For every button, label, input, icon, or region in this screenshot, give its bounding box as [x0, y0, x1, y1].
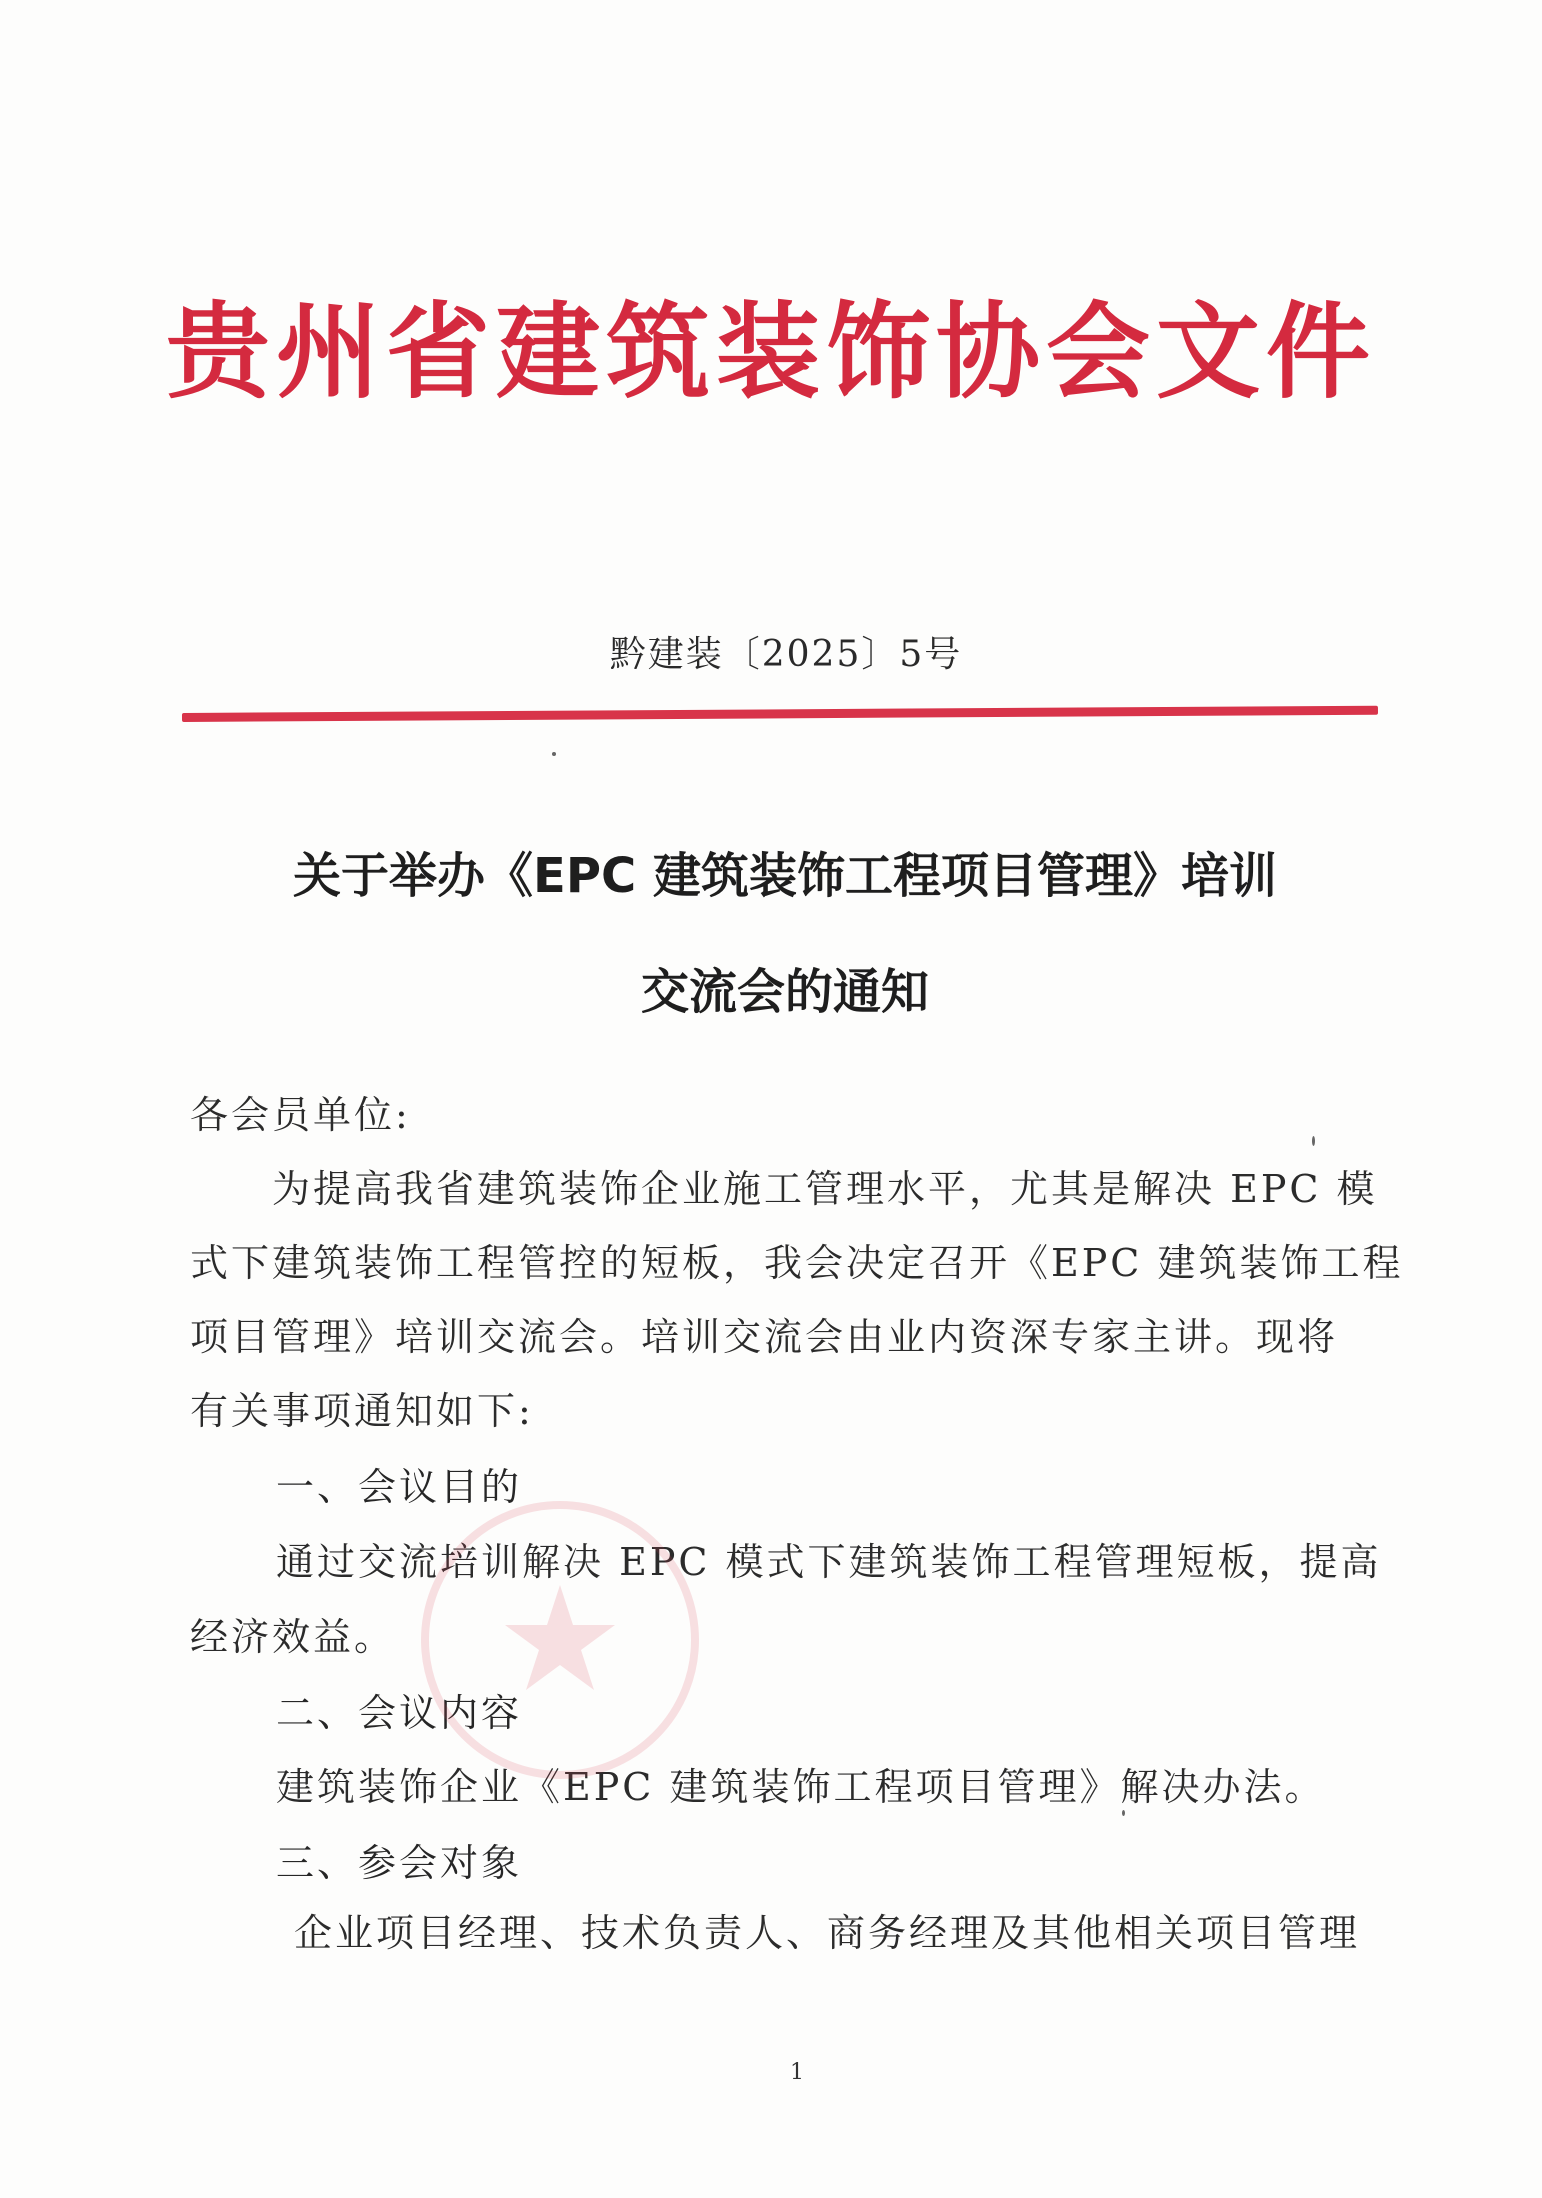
header-divider-rule	[182, 706, 1378, 722]
salutation: 各会员单位:	[190, 1093, 411, 1137]
faint-red-seal	[410, 1490, 710, 1790]
scan-speck	[552, 752, 556, 756]
document-number: 黔建装〔2025〕5号	[609, 634, 963, 675]
intro-line-1: 为提高我省建筑装饰企业施工管理水平，尤其是解决 EPC 模	[272, 1167, 1378, 1211]
section-heading-attendees: 三、参会对象	[276, 1841, 523, 1885]
intro-line-4: 有关事项通知如下:	[190, 1389, 534, 1433]
section-content-line-1: 建筑装饰企业《EPC 建筑装饰工程项目管理》解决办法。	[276, 1765, 1326, 1809]
intro-line-3: 项目管理》培训交流会。培训交流会由业内资深专家主讲。现将	[190, 1315, 1339, 1359]
notice-title-line-2: 交流会的通知	[640, 964, 929, 1020]
org-header-title: 贵州省建筑装饰协会文件	[165, 290, 1376, 413]
page-number: 1	[790, 2060, 804, 2085]
scan-speck	[1312, 1136, 1315, 1146]
section-heading-content: 二、会议内容	[276, 1691, 523, 1735]
section-purpose-line-2: 经济效益。	[190, 1615, 396, 1659]
scan-speck	[1122, 1810, 1125, 1816]
section-purpose-line-1: 通过交流培训解决 EPC 模式下建筑装饰工程管理短板，提高	[276, 1540, 1382, 1584]
section-attendees-line-1: 企业项目经理、技术负责人、商务经理及其他相关项目管理	[294, 1911, 1361, 1955]
section-heading-purpose: 一、会议目的	[276, 1465, 523, 1509]
intro-line-2: 式下建筑装饰工程管控的短板，我会决定召开《EPC 建筑装饰工程	[190, 1241, 1404, 1285]
notice-title-line-1: 关于举办《EPC 建筑装饰工程项目管理》培训	[293, 848, 1277, 904]
